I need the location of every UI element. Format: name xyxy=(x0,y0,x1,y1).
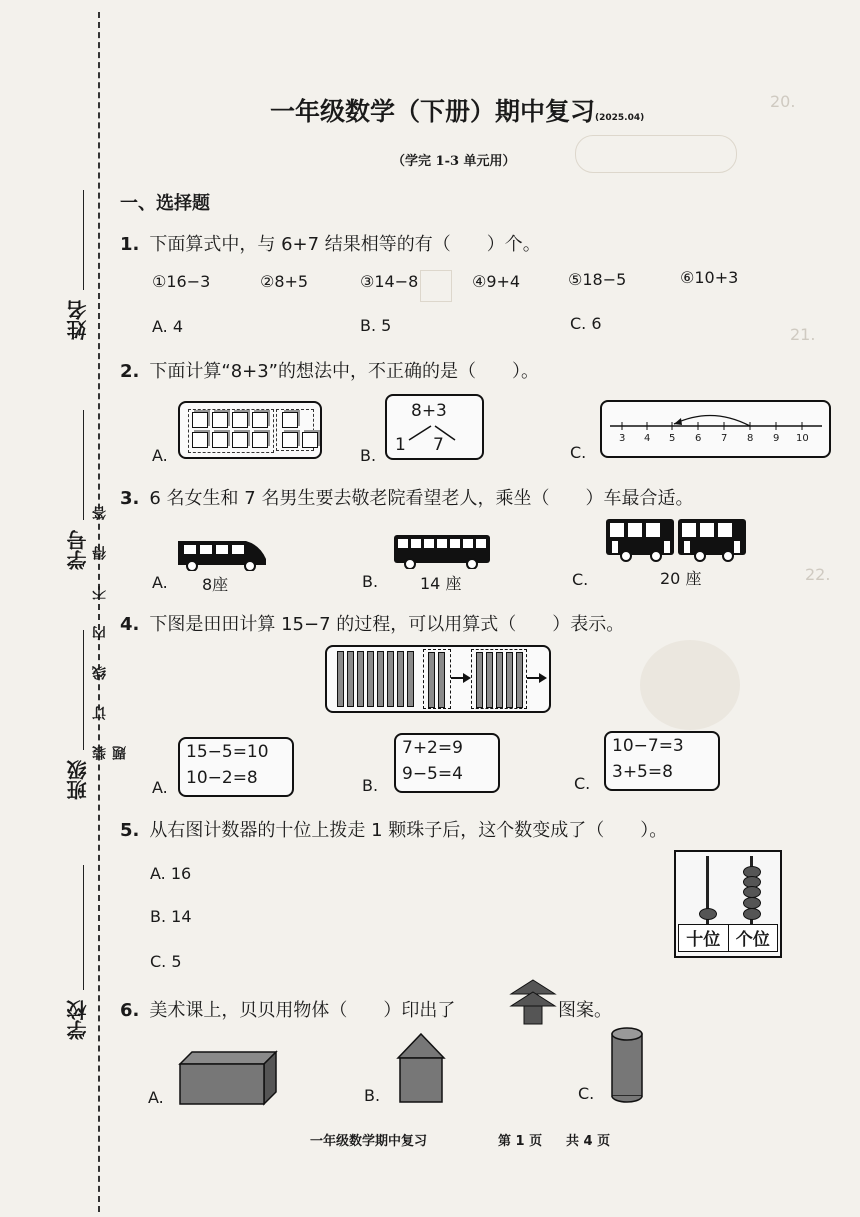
title-date: (2025.04) xyxy=(595,113,645,123)
stick-icon xyxy=(476,652,483,708)
tens-label: 十位 xyxy=(679,925,729,951)
question-text: 6 名女生和 7 名男生要去敬老院看望老人，乘坐（ ）车最合适。 xyxy=(149,488,694,509)
stick-bundle-ten xyxy=(337,651,417,711)
student-id-line xyxy=(83,410,84,520)
stick-icon xyxy=(357,651,364,707)
q5-choice-c[interactable]: C. 5 xyxy=(150,952,182,971)
tick-label: 8 xyxy=(747,433,754,444)
formula-line: 9−5=4 xyxy=(402,764,463,784)
ones-label: 个位 xyxy=(735,930,770,950)
q6-choice-c-label[interactable]: C. xyxy=(578,1084,595,1103)
student-id-label: 学号 xyxy=(66,530,90,570)
footer-title: 一年级数学期中复习 xyxy=(310,1134,428,1149)
tick-label: 10 xyxy=(796,433,809,444)
q4-choice-a-formulas[interactable] xyxy=(178,737,294,797)
stick-icon xyxy=(397,651,404,707)
bleed-through-text: 21. xyxy=(790,325,816,344)
cube-icon xyxy=(192,432,208,448)
q1-item: ②8+5 xyxy=(260,272,309,291)
q3-choice-b-label[interactable]: B. xyxy=(362,572,379,591)
question-number: 4. xyxy=(120,614,140,635)
name-line xyxy=(83,190,84,290)
q2-choice-c-label[interactable]: C. xyxy=(570,443,587,462)
question-text: 从右图计数器的十位上拨走 1 颗珠子后，这个数变成了（ ）。 xyxy=(149,820,668,841)
formula-line: 10−7=3 xyxy=(612,736,684,756)
class-line xyxy=(83,630,84,750)
tens-bead xyxy=(699,908,717,920)
q4-choice-a-label[interactable]: A. xyxy=(152,778,168,797)
school-label: 学校 xyxy=(66,1000,90,1040)
question-number: 2. xyxy=(120,361,140,382)
cube-icon xyxy=(252,432,268,448)
articulated-bus-icon xyxy=(604,515,748,563)
tick-label: 9 xyxy=(773,433,780,444)
split-right: 7 xyxy=(433,435,444,455)
stick-icon xyxy=(438,652,445,708)
page-title xyxy=(270,92,644,128)
stick-icon xyxy=(428,652,435,708)
cube-icon xyxy=(252,412,268,428)
q4-choice-b-label[interactable]: B. xyxy=(362,776,379,795)
question-3 xyxy=(120,484,693,510)
q4-choice-b-formulas[interactable] xyxy=(394,733,500,793)
stick-icon xyxy=(506,652,513,708)
arrow-icon xyxy=(451,673,471,683)
cuboid-icon xyxy=(178,1050,278,1106)
number-line-svg xyxy=(602,402,829,456)
section-heading: 一、选择题 xyxy=(120,193,210,214)
question-number: 5. xyxy=(120,820,140,841)
class-label: 班级 xyxy=(66,760,90,800)
q4-choice-c-formulas[interactable] xyxy=(604,731,720,791)
title-text: 一年级数学（下册）期中复习 xyxy=(270,97,596,126)
q1-item: ⑥10+3 xyxy=(680,268,739,287)
cubes xyxy=(190,411,320,451)
q1-item: ③14−8 xyxy=(360,272,419,291)
question-2 xyxy=(120,357,539,383)
question-number: 3. xyxy=(120,488,140,509)
q1-choice-a[interactable]: A. 4 xyxy=(152,317,184,336)
question-4 xyxy=(120,610,624,636)
q2-cubes-picture xyxy=(178,401,322,459)
split-top: 8+3 xyxy=(411,401,447,421)
stick-icon xyxy=(377,651,384,707)
question-6 xyxy=(120,996,455,1022)
bus-icon xyxy=(392,533,492,569)
q2-split-diagram xyxy=(385,394,484,460)
question-text: 下面计算“8+3”的想法中，不正确的是（ ）。 xyxy=(149,361,540,382)
cube-icon xyxy=(232,412,248,428)
stick-icon xyxy=(387,651,394,707)
school-line xyxy=(83,865,84,990)
bleed-through-shape xyxy=(420,270,452,302)
tick-label: 3 xyxy=(619,433,626,444)
ones-bead xyxy=(743,908,761,920)
q1-item: ④9+4 xyxy=(472,272,521,291)
q2-number-line xyxy=(600,400,831,458)
bleed-through-shape xyxy=(575,135,737,173)
cylinder-icon xyxy=(610,1026,644,1104)
bleed-through-text: 22. xyxy=(805,565,831,584)
q2-choice-a-label[interactable]: A. xyxy=(152,446,168,465)
stick-icon xyxy=(347,651,354,707)
question-text: 下面算式中，与 6+7 结果相等的有（ ）个。 xyxy=(149,234,541,255)
question-text: 下图是田田计算 15−7 的过程，可以用算式（ ）表示。 xyxy=(149,614,625,635)
footer-total: 共 4 页 xyxy=(566,1134,611,1149)
question-1 xyxy=(120,230,541,256)
question-number: 1. xyxy=(120,234,140,255)
split-left: 1 xyxy=(395,435,406,455)
cube-icon xyxy=(192,412,208,428)
tick-label: 7 xyxy=(721,433,728,444)
question-5 xyxy=(120,816,667,842)
cube-icon xyxy=(232,432,248,448)
q3-choice-a-label[interactable]: A. xyxy=(152,573,168,592)
q3-seats-b: 14 座 xyxy=(420,574,462,593)
bleed-through-text: 20. xyxy=(770,92,796,111)
cube-icon xyxy=(282,432,298,448)
q3-seats-a: 8座 xyxy=(202,575,229,594)
tick-label: 6 xyxy=(695,433,702,444)
crossed-group-2 xyxy=(471,649,527,709)
bleed-through-shape xyxy=(640,640,740,730)
q5-choice-b[interactable]: B. 14 xyxy=(150,907,192,926)
house-shape-icon xyxy=(396,1032,446,1104)
cube-icon xyxy=(212,412,228,428)
formula-line: 10−2=8 xyxy=(186,768,258,788)
q1-item: ⑤18−5 xyxy=(568,270,627,289)
stick-icon xyxy=(407,651,414,707)
crossed-group-1 xyxy=(423,649,451,709)
page-subtitle: （学完 1-3 单元用） xyxy=(392,154,516,169)
q6-choice-b-label[interactable]: B. xyxy=(364,1086,381,1105)
formula-line: 7+2=9 xyxy=(402,738,463,758)
name-label: 姓名 xyxy=(66,300,90,340)
arrow-icon xyxy=(527,673,547,683)
formula-line: 15−5=10 xyxy=(186,742,269,762)
stick-icon xyxy=(486,652,493,708)
q6-choice-a-label[interactable]: A. xyxy=(148,1088,164,1107)
abacus xyxy=(674,850,782,958)
q5-choice-a[interactable]: A. 16 xyxy=(150,864,192,883)
stick-icon xyxy=(516,652,523,708)
cube-icon xyxy=(282,412,298,428)
cube-icon xyxy=(302,432,318,448)
binding-note: 装订线内不得答题 xyxy=(92,480,128,760)
formula-line: 3+5=8 xyxy=(612,762,673,782)
abacus-place-labels xyxy=(678,924,778,952)
arrow-stamp-pattern-icon xyxy=(509,978,557,1026)
question-text-after: 图案。 xyxy=(558,1000,612,1021)
q1-item: ①16−3 xyxy=(152,272,211,291)
stick-icon xyxy=(367,651,374,707)
stick-icon xyxy=(337,651,344,707)
tick-label: 4 xyxy=(644,433,651,444)
stick-icon xyxy=(496,652,503,708)
q4-sticks-picture xyxy=(325,645,551,713)
question-number: 6. xyxy=(120,1000,140,1021)
q3-seats-c: 20 座 xyxy=(660,569,702,588)
question-text-before: 美术课上，贝贝用物体（ ）印出了 xyxy=(149,1000,456,1021)
footer-page: 第 1 页 xyxy=(498,1134,543,1149)
q1-choice-c[interactable]: C. 6 xyxy=(570,314,602,333)
q1-choice-b[interactable]: B. 5 xyxy=(360,316,392,335)
q3-choice-c-label[interactable]: C. xyxy=(572,570,589,589)
q4-choice-c-label[interactable]: C. xyxy=(574,774,591,793)
minibus-icon xyxy=(176,535,268,571)
q2-choice-b-label[interactable]: B. xyxy=(360,446,377,465)
tick-label: 5 xyxy=(669,433,676,444)
cube-icon xyxy=(212,432,228,448)
